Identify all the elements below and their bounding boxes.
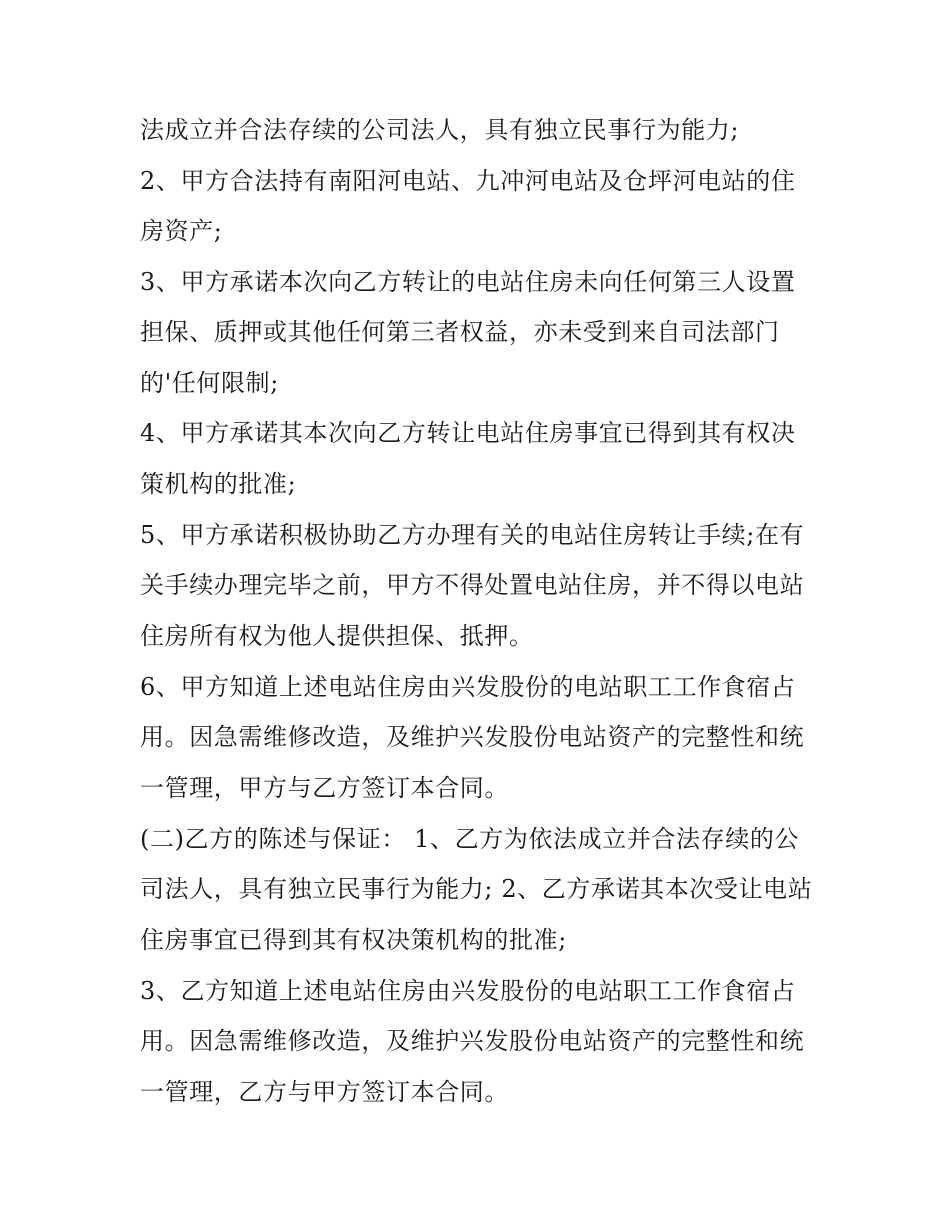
- text-line: 住房事宜已得到其有权决策机构的批准;: [140, 926, 567, 954]
- text-line: 6、甲方知道上述电站住房由兴发股份的电站职工工作食宿占: [140, 673, 796, 701]
- text-line: 的'任何限制;: [140, 369, 279, 397]
- text-line: (二)乙方的陈述与保证： 1、乙方为依法成立并合法存续的公: [140, 825, 800, 853]
- text-line: 用。因急需维修改造，及维护兴发股份电站资产的完整性和统: [140, 723, 805, 751]
- text-line: 担保、质押或其他任何第三者权益，亦未受到来自司法部门: [140, 318, 780, 346]
- text-line: 法成立并合法存续的公司法人，具有独立民事行为能力;: [140, 116, 740, 144]
- text-line: 关手续办理完毕之前，甲方不得处置电站住房，并不得以电站: [140, 571, 805, 599]
- text-line: 5、甲方承诺积极协助乙方办理有关的电站住房转让手续;在有: [140, 521, 805, 549]
- text-line: 3、甲方承诺本次向乙方转让的电站住房未向任何第三人设置: [140, 268, 796, 296]
- text-line: 房资产;: [140, 217, 223, 245]
- text-line: 司法人，具有独立民事行为能力; 2、乙方承诺其本次受让电站: [140, 875, 813, 903]
- text-line: 一管理，乙方与甲方签订本合同。: [140, 1078, 509, 1106]
- text-line: 一管理，甲方与乙方签订本合同。: [140, 774, 509, 802]
- text-line: 4、甲方承诺其本次向乙方转让电站住房事宜已得到其有权决: [140, 419, 796, 447]
- text-line: 3、乙方知道上述电站住房由兴发股份的电站职工工作食宿占: [140, 977, 796, 1005]
- text-line: 2、甲方合法持有南阳河电站、九冲河电站及仓坪河电站的住: [140, 167, 796, 195]
- text-line: 策机构的批准;: [140, 470, 297, 498]
- text-line: 用。因急需维修改造，及维护兴发股份电站资产的完整性和统: [140, 1027, 805, 1055]
- text-line: 住房所有权为他人提供担保、抵押。: [140, 622, 534, 650]
